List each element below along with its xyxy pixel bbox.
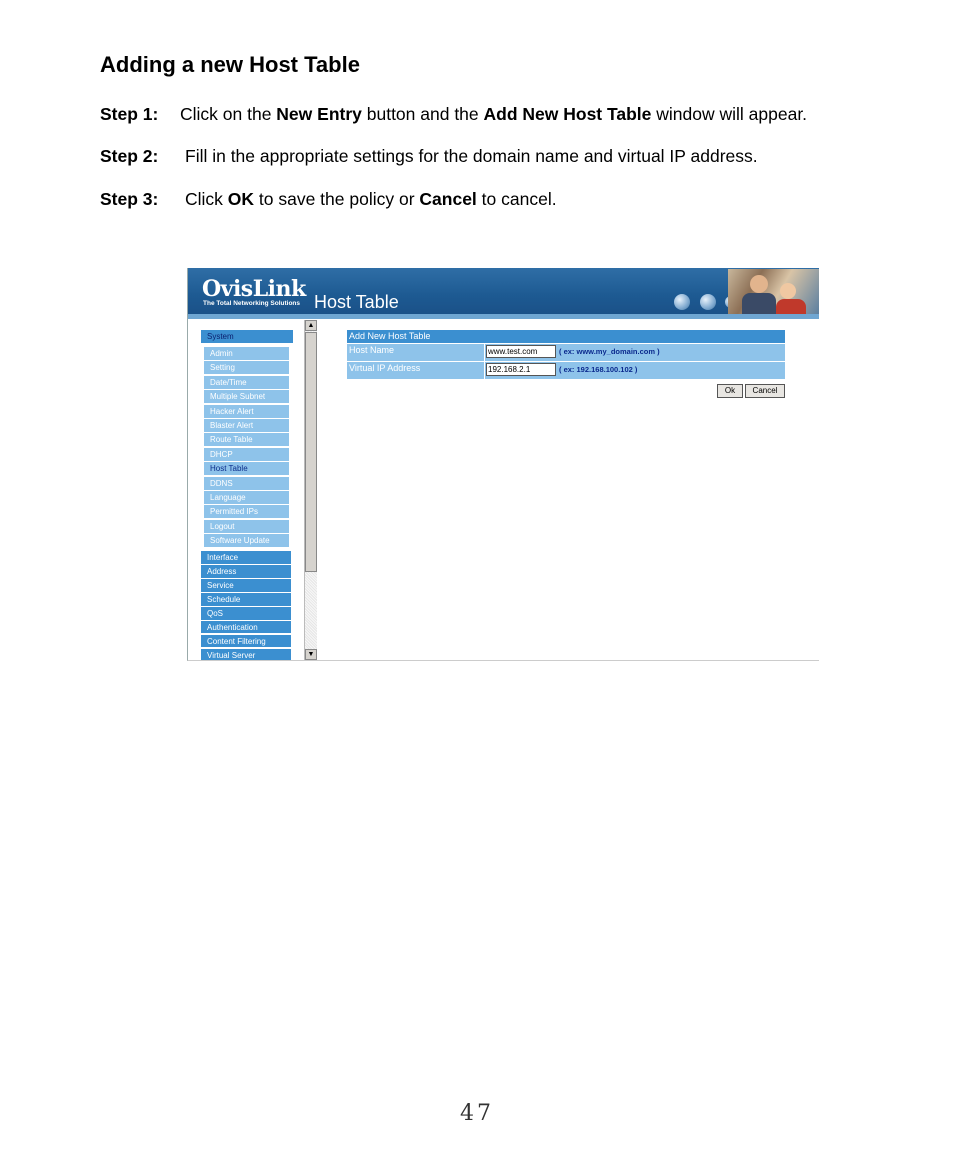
page-number: 47 <box>460 1101 494 1126</box>
menu-item-schedule[interactable]: Schedule <box>201 593 291 606</box>
menu-item-dhcp[interactable]: DHCP <box>204 448 289 461</box>
menu-item-multiple-subnet[interactable]: Multiple Subnet <box>204 390 289 403</box>
menu-item-hacker-alert[interactable]: Hacker Alert <box>204 405 289 418</box>
scroll-up-icon[interactable]: ▲ <box>305 320 317 331</box>
host-name-row <box>347 344 785 361</box>
step-bold: Add New Host Table <box>483 104 652 124</box>
scroll-thumb[interactable] <box>305 332 317 572</box>
menu-item-host-table[interactable]: Host Table <box>204 462 289 475</box>
step-text: Fill in the appropriate settings for the domain name and virtual IP address. <box>185 146 758 166</box>
menu-item-interface[interactable]: Interface <box>201 551 291 564</box>
step-label: Step 2: <box>100 146 159 166</box>
step-text: button and the <box>361 104 484 124</box>
step-text: to cancel. <box>476 189 557 209</box>
host-name-example: ( ex: www.my_domain.com ) <box>559 347 660 356</box>
menu-item-permitted-ips[interactable]: Permitted IPs <box>204 505 289 518</box>
host-name-input[interactable] <box>486 345 556 358</box>
sidebar-menu <box>201 330 293 661</box>
form-title: Add New Host Table <box>347 330 785 343</box>
step-text: window will appear. <box>651 104 808 124</box>
step-label: Step 3: <box>100 189 159 209</box>
menu-system[interactable]: System <box>201 330 293 343</box>
menu-item-blaster-alert[interactable]: Blaster Alert <box>204 419 289 432</box>
scroll-down-icon[interactable]: ▼ <box>305 649 317 660</box>
menu-item-language[interactable]: Language <box>204 491 289 504</box>
step-text: Click on the <box>180 104 277 124</box>
ok-button[interactable]: Ok <box>717 384 743 398</box>
virtual-ip-input[interactable] <box>486 363 556 376</box>
menu-item-route-table[interactable]: Route Table <box>204 433 289 446</box>
cancel-button[interactable]: Cancel <box>745 384 785 398</box>
globe-icon <box>700 294 716 310</box>
menu-item-admin[interactable]: Admin <box>204 347 289 360</box>
brand-logo: OvisLink <box>202 276 306 302</box>
menu-item-qos[interactable]: QoS <box>201 607 291 620</box>
step-1 <box>100 104 807 125</box>
menu-item-date-time[interactable]: Date/Time <box>204 376 289 389</box>
form-buttons <box>715 380 785 398</box>
menu-item-software-update[interactable]: Software Update <box>204 534 289 547</box>
globe-icon <box>674 294 690 310</box>
host-name-label: Host Name <box>347 344 484 361</box>
step-2 <box>100 146 758 167</box>
virtual-ip-example: ( ex: 192.168.100.102 ) <box>559 365 638 374</box>
step-bold: OK <box>227 189 255 209</box>
menu-item-virtual-server[interactable]: Virtual Server <box>201 649 291 661</box>
menu-item-authentication[interactable]: Authentication <box>201 621 291 634</box>
header-photo <box>728 269 819 315</box>
scrollbar[interactable] <box>304 320 317 660</box>
menu-item-service[interactable]: Service <box>201 579 291 592</box>
menu-item-address[interactable]: Address <box>201 565 291 578</box>
step-3 <box>100 189 557 210</box>
step-bold: Cancel <box>419 189 477 209</box>
menu-item-setting[interactable]: Setting <box>204 361 289 374</box>
step-bold: New Entry <box>276 104 362 124</box>
step-label: Step 1: <box>100 104 159 124</box>
router-ui-screenshot <box>187 268 819 661</box>
virtual-ip-label: Virtual IP Address <box>347 362 484 379</box>
section-heading: Adding a new Host Table <box>100 52 360 77</box>
step-text: to save the policy or <box>254 189 420 209</box>
header-banner <box>188 268 819 318</box>
add-host-form <box>347 330 785 379</box>
brand-tagline: The Total Networking Solutions <box>203 300 301 307</box>
menu-item-ddns[interactable]: DDNS <box>204 477 289 490</box>
menu-item-logout[interactable]: Logout <box>204 520 289 533</box>
step-text: Click <box>185 189 228 209</box>
virtual-ip-row <box>347 362 785 379</box>
menu-item-content-filtering[interactable]: Content Filtering <box>201 635 291 648</box>
page-title: Host Table <box>314 292 399 312</box>
